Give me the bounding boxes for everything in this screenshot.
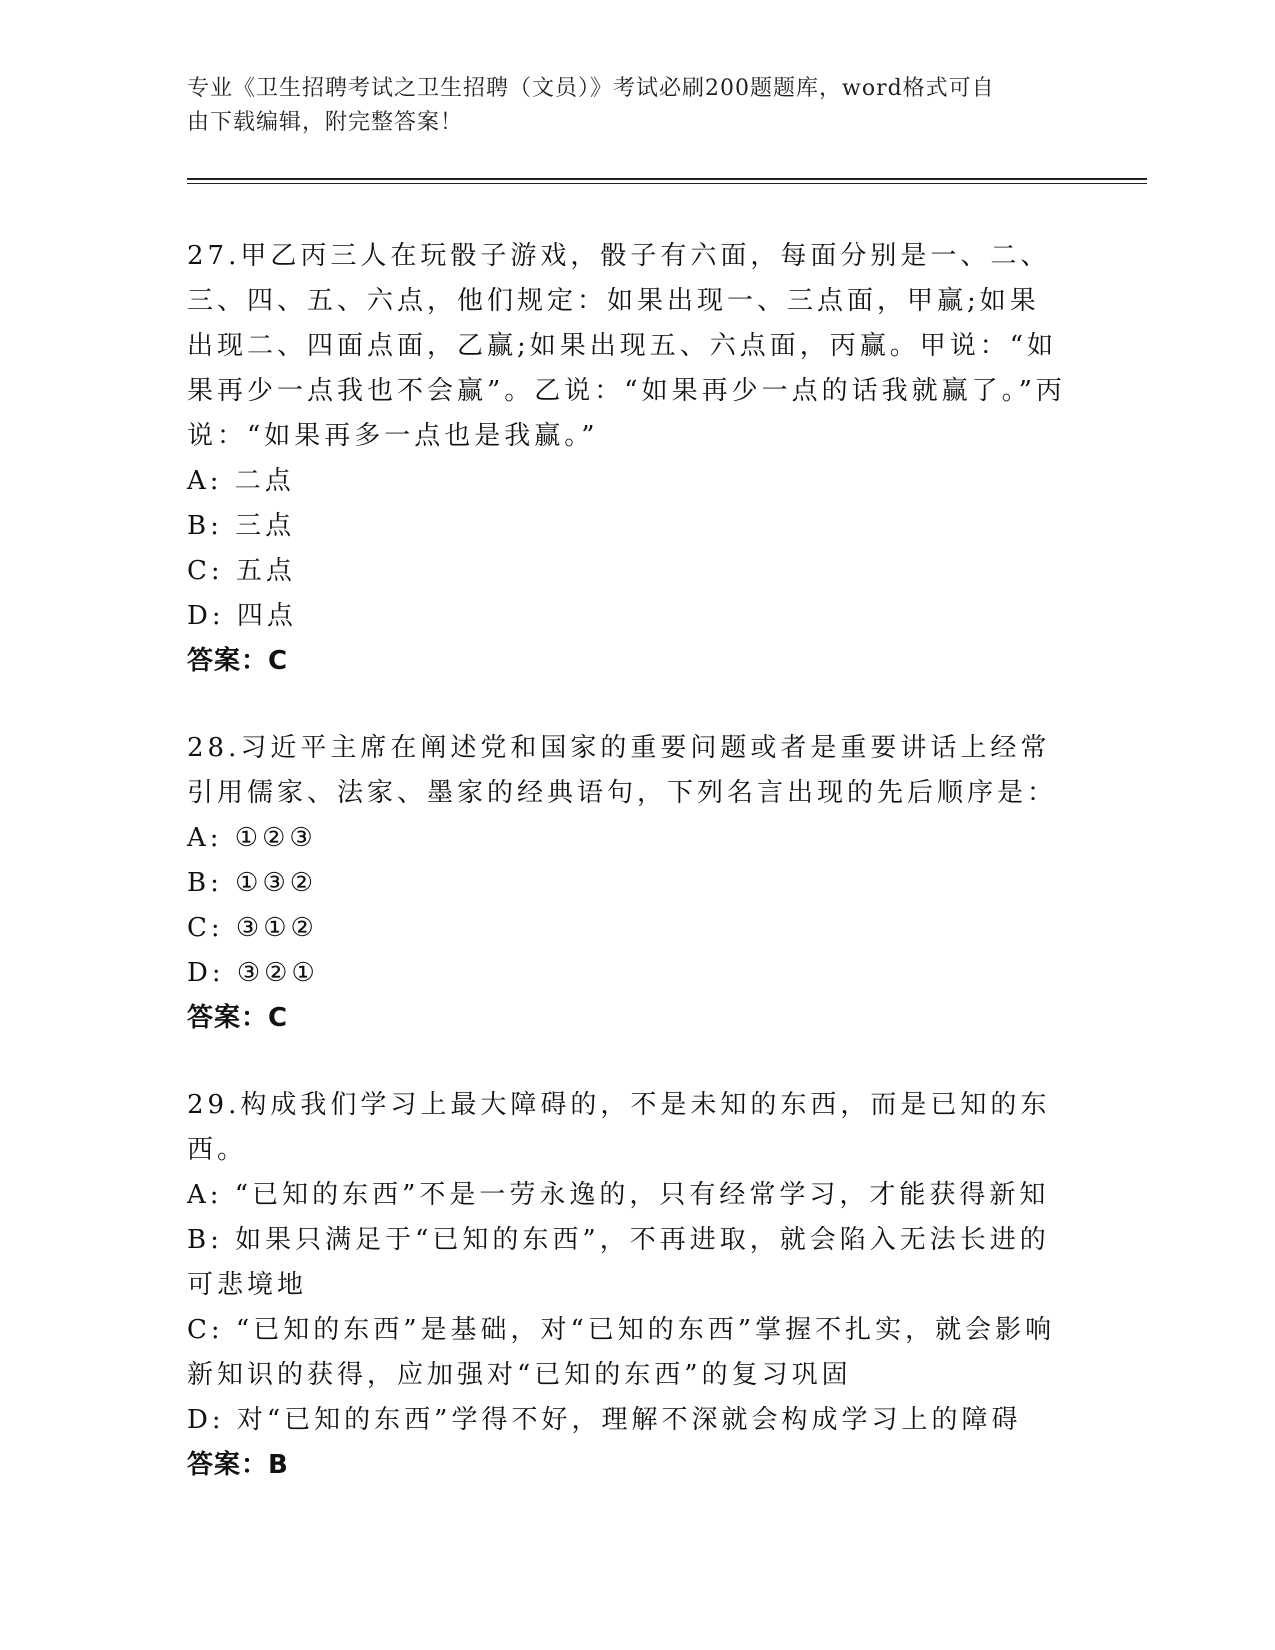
question-28 [187, 726, 1067, 1041]
option-a: A: “已知的东西”不是一劳永逸的，只有经常学习，才能获得新知 [187, 1180, 1050, 1210]
option-c: C: ③①② [187, 913, 318, 943]
header-divider-thick [187, 178, 1147, 180]
question-27 [187, 234, 1067, 684]
question-list [187, 234, 1067, 1530]
option-a: A: ①②③ [187, 823, 317, 853]
header-divider-thin [187, 183, 1147, 184]
option-d: D: 对“已知的东西”学得不好，理解不深就会构成学习上的障碍 [187, 1405, 1022, 1435]
option-d: D: ③②① [187, 958, 319, 988]
option-b: B: 三点 [187, 511, 296, 541]
question-stem: 28.习近平主席在阐述党和国家的重要问题或者是重要讲话上经常引用儒家、法家、墨家的经典语句，下列名言出现的先后顺序是： [187, 733, 1058, 808]
option-a: A: 二点 [187, 466, 295, 496]
option-b: B: ①③② [187, 868, 318, 898]
option-c: C: 五点 [187, 556, 296, 586]
question-stem: 29.构成我们学习上最大障碍的，不是未知的东西，而是已知的东西。 [187, 1090, 1051, 1165]
question-stem: 27.甲乙丙三人在玩骰子游戏，骰子有六面，每面分别是一、二、三、四、五、六点，他们规定：如果出现一、三点面，甲赢;如果出现二、四面点面，乙赢;如果出现五、六点面，丙赢。甲说：“如果再少一点我也不会赢”。乙说：“如果再少一点的话我就赢了。”丙说：“如果再多一点也是我赢。” [187, 241, 1066, 451]
answer-label: 答案：C [187, 1003, 289, 1033]
question-29 [187, 1083, 1067, 1488]
option-d: D: 四点 [187, 601, 297, 631]
document-header [187, 72, 1067, 140]
answer-label: 答案：C [187, 646, 289, 676]
option-c: C: “已知的东西”是基础，对“已知的东西”掌握不扎实，就会影响新知识的获得，应加强对“已知的东西”的复习巩固 [187, 1315, 1056, 1390]
answer-label: 答案：B [187, 1450, 289, 1480]
option-b: B: 如果只满足于“已知的东西”，不再进取，就会陷入无法长进的可悲境地 [187, 1225, 1050, 1300]
header-line-1: 专业《卫生招聘考试之卫生招聘（文员）》考试必刷200题题库，word格式可自 [187, 76, 995, 101]
header-line-2: 由下载编辑，附完整答案！ [187, 110, 464, 135]
